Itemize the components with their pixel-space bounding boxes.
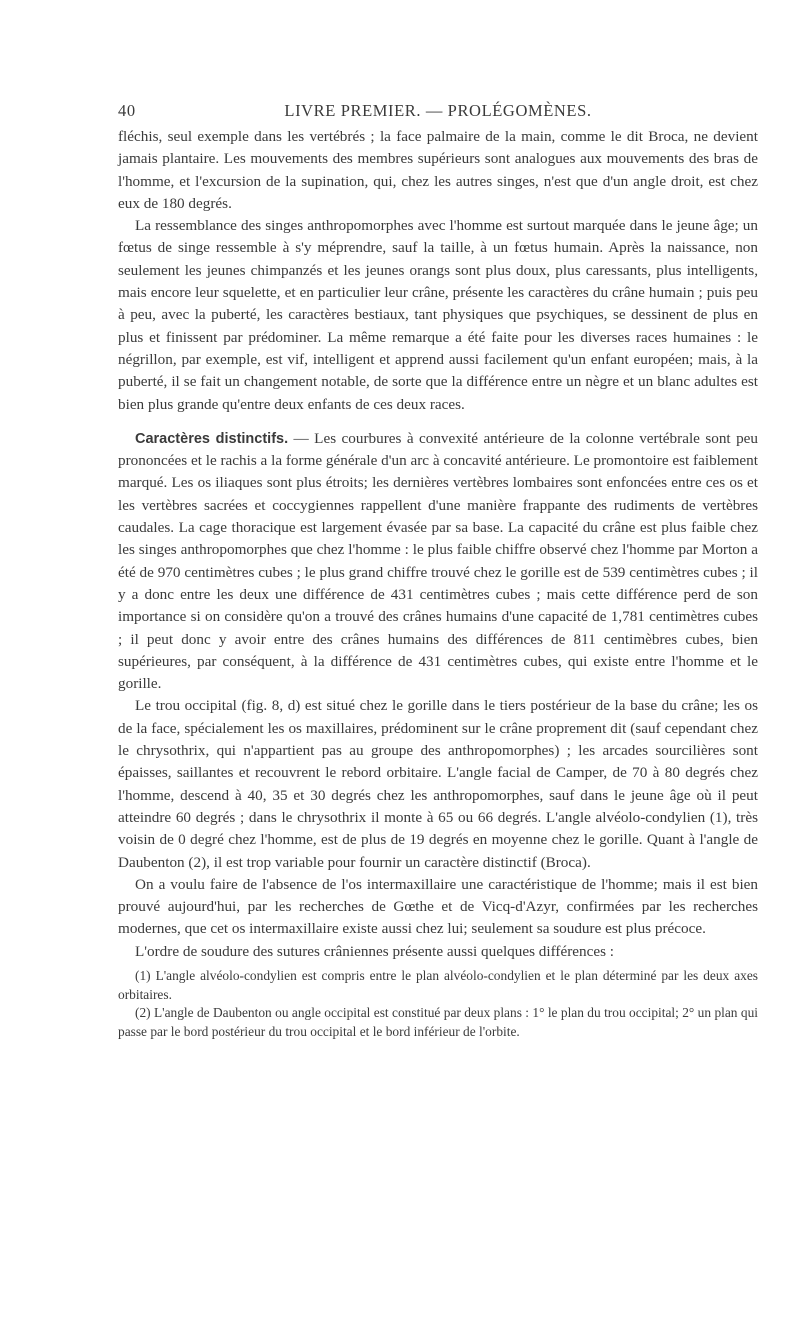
footnote-1: (1) L'angle alvéolo-condylien est compris entre le plan alvéolo-condylien et le plan déterminé par les deux axes orbitaires. bbox=[118, 967, 758, 1002]
footnote-2: (2) L'angle de Daubenton ou angle occipital est constitué par deux plans : 1° le plan du trou occipital; 2° un plan qui passe par le bord postérieur du trou occipital et le bord inférieur de l'orbite. bbox=[118, 1005, 758, 1039]
footnotes bbox=[118, 967, 758, 1041]
body-text bbox=[118, 126, 758, 963]
paragraph-distinctive-characters bbox=[118, 428, 758, 696]
page bbox=[118, 96, 758, 1041]
paragraph-resemblance: La ressemblance des singes anthropomorphes avec l'homme est surtout marquée dans le jeune âge; un fœtus de singe ressemble à s'y méprendre, sauf la taille, à un fœtus humain. Après la naissance, non seulement les jeunes chimpanzés et les jeunes orangs sont plus doux, plus caressants, plus intelligents, mais encore leur squelette, et en particulier leur crâne, présente les caractères du crâne humain ; puis peu à peu, avec la puberté, les caractères bestiaux, tant physiques que psychiques, se dessinent de plus en plus et finissent par prédominer. La même remarque a été faite pour les diverses races humaines : le négrillon, par exemple, est vif, intelligent et apprend aussi facilement qu'un enfant européen; mais, à la puberté, il se fait un changement notable, de sorte que la différence entre un nègre et un blanc adultes est bien plus grande qu'entre deux enfants de ces deux races. bbox=[118, 217, 758, 413]
section-heading: Caractères distinctifs. bbox=[135, 430, 289, 447]
running-title: LIVRE PREMIER. — PROLÉGOMÈNES. bbox=[284, 101, 592, 120]
page-number: 40 bbox=[118, 101, 136, 120]
page-header bbox=[118, 96, 758, 126]
paragraph-occipital: Le trou occipital (fig. 8, d) est situé chez le gorille dans le tiers postérieur de la base du crâne; les os de la face, spécialement les os maxillaires, prédominent sur le crâne proprement dit (sauf cependant chez le chrysothrix, qui n'appartient pas au groupe des anthropomorphes) ; les arcades sourcilières sont épaisses, saillantes et recouvrent le rebord orbitaire. L'angle facial de Camper, de 70 à 80 degrés chez l'homme, descend à 40, 35 et 30 degrés chez les anthropomorphes, sauf dans le jeune âge où il peut atteindre 60 degrés ; dans le chrysothrix il monte à 65 ou 66 degrés. L'angle alvéolo-condylien (1), très voisin de 0 degré chez l'homme, est de plus de 19 degrés en moyenne chez le gorille. Quant à l'angle de Daubenton (2), il est trop variable pour fournir un caractère distinctif (Broca). bbox=[118, 697, 758, 871]
paragraph-intermaxillary: On a voulu faire de l'absence de l'os intermaxillaire une caractéristique de l'homme; mais il est bien prouvé aujourd'hui, par les recherches de Gœthe et de Vicq-d'Azyr, confirmées par les recherches modernes, que cet os intermaxillaire existe aussi chez lui; seulement sa soudure est plus précoce. bbox=[118, 875, 758, 938]
paragraph-continuation: fléchis, seul exemple dans les vertébrés ; la face palmaire de la main, comme le dit Broca, ne devient jamais plantaire. Les mouvements des membres supérieurs sont analogues aux mouvements des bras de l'homme, et l'excursion de la supination, qui, chez les autres singes, n'est que d'un angle droit, est chez eux de 180 degrés. bbox=[118, 128, 758, 212]
section-heading-text: — Les courbures à convexité antérieure de la colonne vertébrale sont peu prononcées et le rachis a la forme générale d'un arc à concavité antérieure. Le promontoire est faiblement marqué. Les os iliaques sont plus étroits; les dernières vertèbres lombaires sont enfoncées entre ces os et les vertèbres sacrées et coccygiennes rappellent d'une manière frappante des rudiments de vertèbres caudales. La cage thoracique est largement évasée par sa base. La capacité du crâne est plus faible chez les singes anthropomorphes que chez l'homme : le plus faible chiffre observé chez l'homme par Morton a été de 970 centimètres cubes ; le plus grand chiffre trouvé chez le gorille est de 539 centimètres cubes ; il y a donc entre les deux une différence de 431 centimètres cubes ; mais cette différence perd de son importance si on considère qu'on a trouvé des crânes humains d'une capacité de 1,781 centimètres cubes ; il peut donc y avoir entre des crânes humains des différences de 811 centimèbres cubes, bien supérieures, par conséquent, à la différence de 431 centimètres cubes, qui existe entre l'homme et le gorille. bbox=[118, 429, 758, 693]
paragraph-sutures: L'ordre de soudure des sutures crâniennes présente aussi quelques différences : bbox=[135, 942, 615, 960]
